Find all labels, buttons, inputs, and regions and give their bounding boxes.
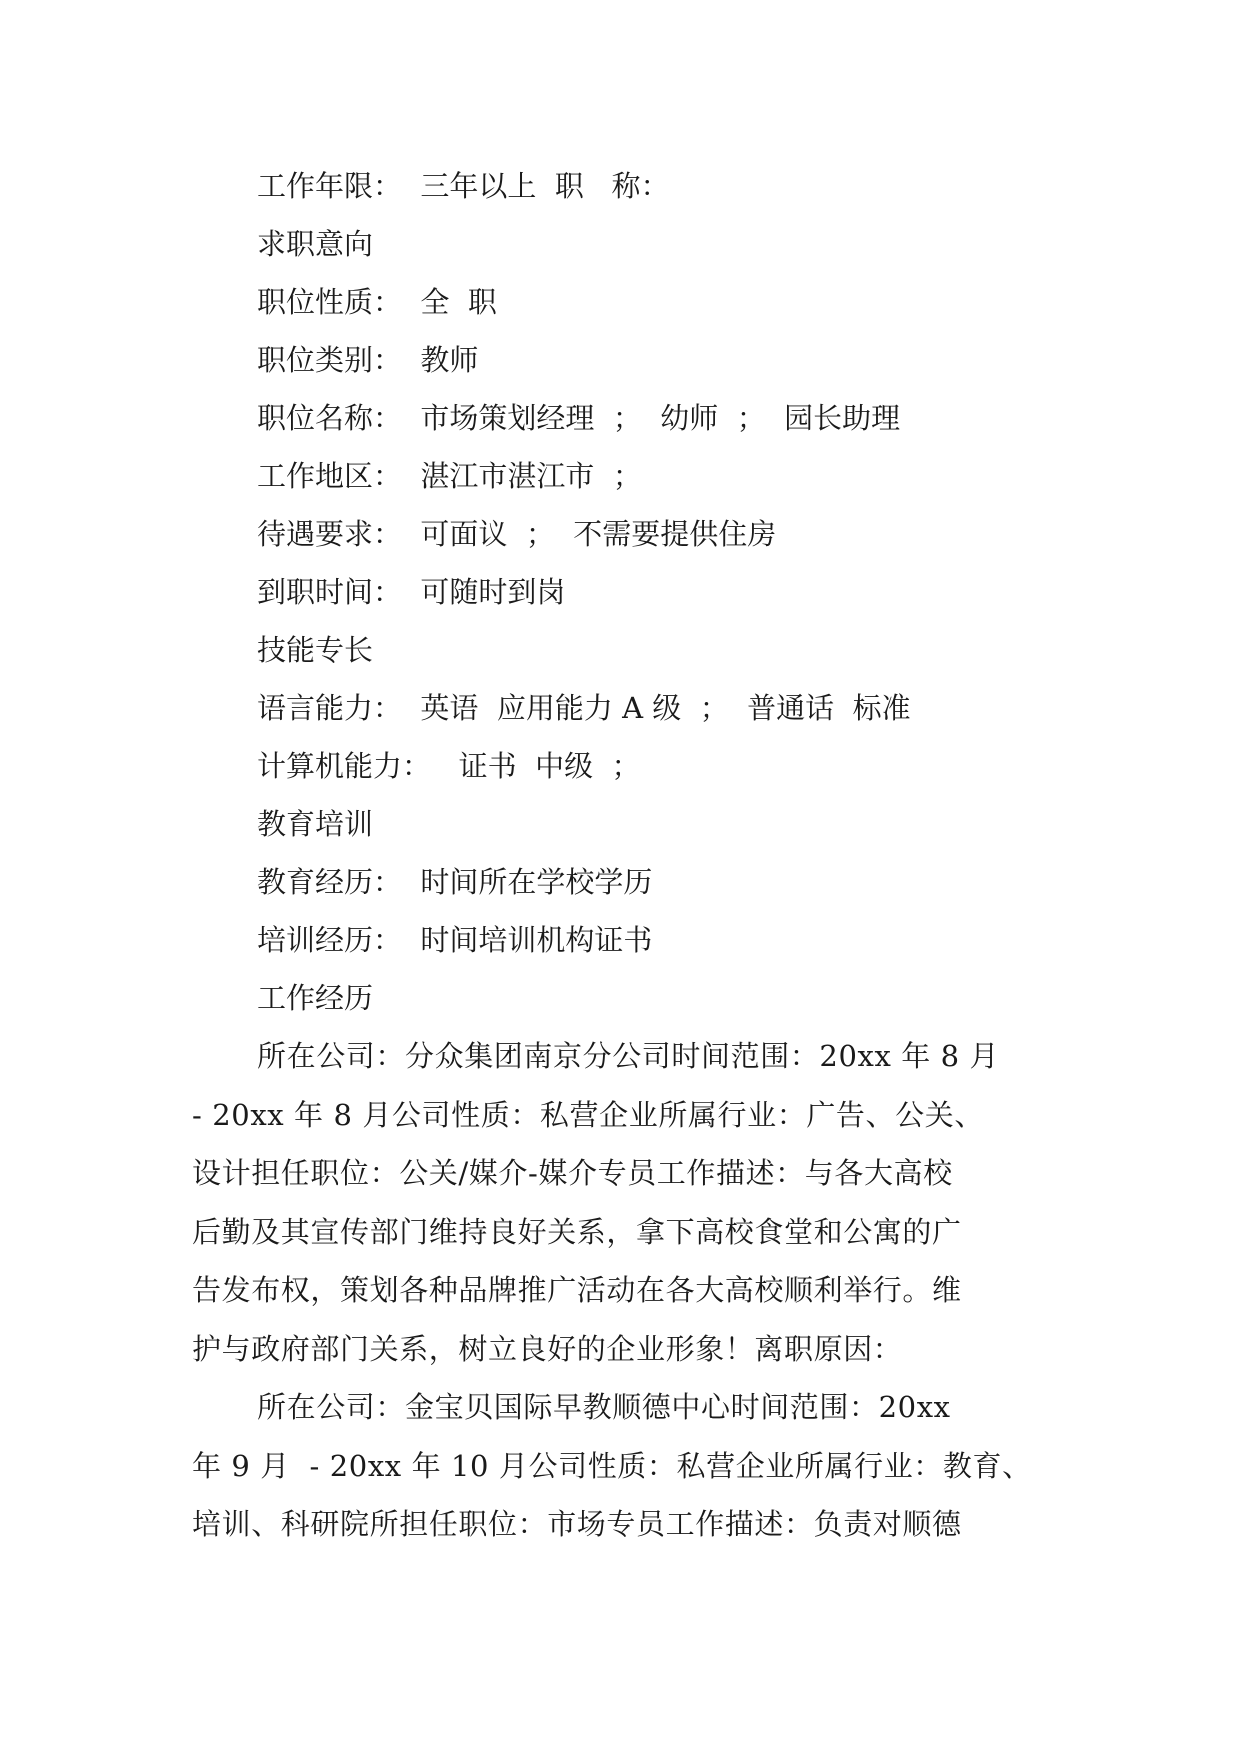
section-education-training: 教育培训 <box>257 807 374 841</box>
work-experience-paragraph-2 <box>192 1378 1072 1554</box>
paragraph-line: - 20xx 年 8 月公司性质：私营企业所属行业：广告、公关、 <box>192 1097 984 1132</box>
field-language-ability: 语言能力： 英语 应用能力 A 级 ； 普通话 标准 <box>257 691 911 725</box>
field-work-years: 工作年限： 三年以上 职 称： <box>257 169 670 203</box>
paragraph-line: 培训、科研院所担任职位：市场专员工作描述：负责对顺德 <box>192 1507 962 1541</box>
paragraph-line: 所在公司：分众集团南京分公司时间范围：20xx 年 8 月 <box>257 1039 1000 1073</box>
paragraph-line: 年 9 月 - 20xx 年 10 月公司性质：私营企业所属行业：教育、 <box>192 1448 1032 1483</box>
field-training-history: 培训经历： 时间培训机构证书 <box>257 923 653 957</box>
paragraph-line: 所在公司：金宝贝国际早教顺德中心时间范围：20xx <box>257 1390 951 1424</box>
paragraph-line: 设计担任职位：公关/媒介-媒介专员工作描述：与各大高校 <box>192 1156 953 1190</box>
field-education-history: 教育经历： 时间所在学校学历 <box>257 865 653 899</box>
section-skills: 技能专长 <box>257 633 374 667</box>
paragraph-line: 护与政府部门关系，树立良好的企业形象！离职原因： <box>192 1331 903 1366</box>
field-work-area: 工作地区： 湛江市湛江市 ； <box>257 459 642 493</box>
field-job-title: 职位名称： 市场策划经理 ； 幼师 ； 园长助理 <box>257 401 901 435</box>
paragraph-line: 告发布权，策划各种品牌推广活动在各大高校顺利举行。维 <box>192 1273 962 1307</box>
field-job-nature: 职位性质： 全 职 <box>257 285 497 319</box>
paragraph-line: 后勤及其宣传部门维持良好关系，拿下高校食堂和公寓的广 <box>192 1214 962 1249</box>
field-computer-ability: 计算机能力： 证书 中级 ； <box>257 749 641 783</box>
work-experience-paragraph-1 <box>192 1027 1072 1378</box>
field-salary-requirement: 待遇要求： 可面议 ； 不需要提供住房 <box>257 517 777 551</box>
field-start-time: 到职时间： 可随时到岗 <box>257 575 566 609</box>
section-job-intention: 求职意向 <box>257 227 374 261</box>
resume-fields <box>257 157 1057 1027</box>
field-job-category: 职位类别： 教师 <box>257 343 479 377</box>
section-work-experience: 工作经历 <box>257 981 374 1015</box>
